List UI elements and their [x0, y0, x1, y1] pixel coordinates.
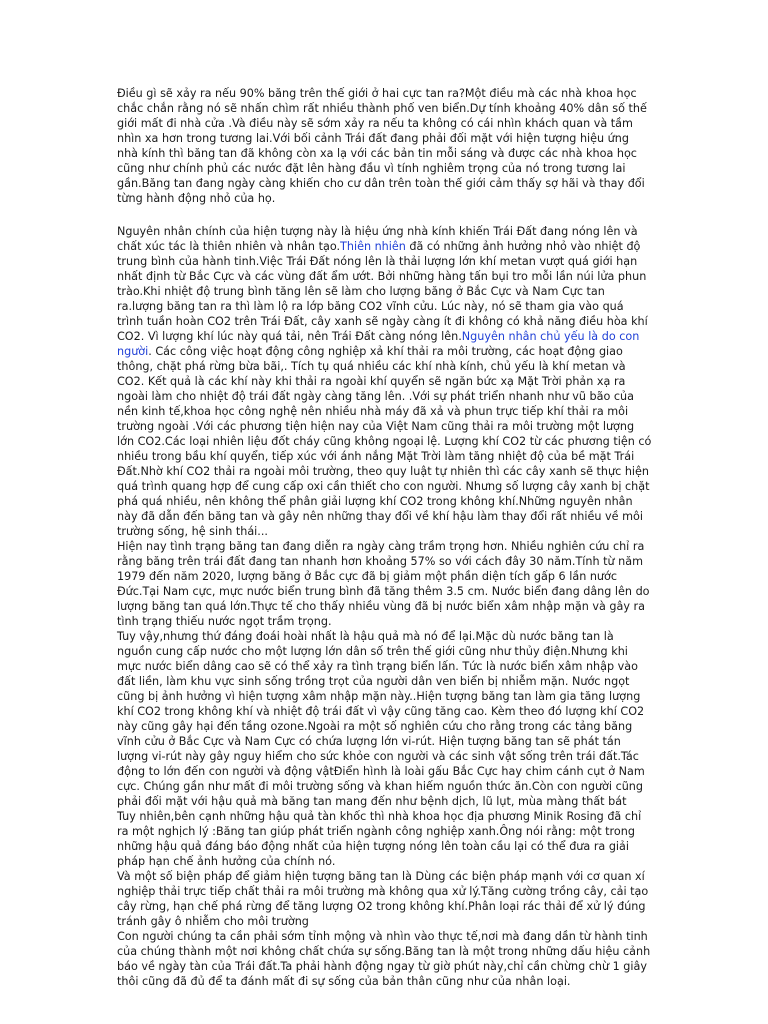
causes-text-2: đã có những ảnh hưởng nhỏ vào nhiệt độ trung bình của hành tinh.Việc Trái Đất nóng lên là thải lượng lớn khí metan vượt quá giới hạn nhất định từ Bắc Cực và các vùng đất ẩm ướt. Bởi những hàng tấn bụi tro mỗi lần núi lửa phun trào.Khi nhiệt độ trung bình tăng lên sẽ làm cho lượng băng ở Bắc Cực và Nam Cực tan ra.lượng băng tan ra thì làm lộ ra lớp băng CO2 vĩnh cửu. Lúc này, nó sẽ tham gia vào quá trình tuần hoàn CO2 trên Trái Đất, cây xanh sẽ ngày càng ít đi không có khả năng điều hòa khí CO2. Vì lượng khí lúc này quá tải, nên Trái Đất càng nóng lên.	[117, 240, 648, 343]
paragraph-causes	[117, 224, 652, 539]
paragraph-intro: Điều gì sẽ xảy ra nếu 90% băng trên thế giới ở hai cực tan ra?Một điều mà các nhà khoa học chắc chắn rằng nó sẽ nhấn chìm rất nhiều thành phố ven biển.Dự tính khoảng 40% dân số thế giới mất đi nhà cửa .Và điều này sẽ sớm xảy ra nếu ta không có cái nhìn khách quan và tầm nhìn xa hơn trong tương lai.Với bối cảnh Trái đất đang phải đối mặt với hiện tượng hiệu ứng nhà kính thì băng tan đã không còn xa lạ với các bản tin mỗi sáng và được các nhà khoa học cũng như chính phủ các nước đặt lên hàng đầu vì tính nghiêm trọng của nó trong tương lai gần.Băng tan đang ngày càng khiến cho cư dân trên toàn thế giới cảm thấy sợ hãi và thay đổi từng hành động nhỏ của họ.	[117, 87, 647, 205]
paragraph-gap	[117, 206, 652, 224]
link-thien-nhien[interactable]: Thiên nhiên	[340, 240, 406, 253]
paragraph-solutions: Và một số biện pháp để giảm hiện tượng băng tan là Dùng các biện pháp mạnh với cơ quan xí nghiệp thải trực tiếp chất thải ra môi trường mà không qua xử lý.Tăng cường trồng cây, cải tạo cây rừng, hạn chế phá rừng để tăng lượng O2 trong không khí.Phân loại rác thải để xử lý đúng tránh gây ô nhiễm cho môi trường	[117, 870, 649, 928]
paragraph-paradox: Tuy nhiên,bên cạnh những hậu quả tàn khốc thì nhà khoa học địa phương Minik Rosing đã chỉ ra một nghịch lý :Băng tan giúp phát triển ngành công nghiệp xanh.Ông nói rằng: một trong những hậu quả đáng báo động nhất của hiện tượng nóng lên toàn cầu lại có thể đưa ra giải pháp hạn chế ảnh hưởng của chính nó.	[117, 810, 642, 868]
paragraph-conclusion: Con người chúng ta cần phải sớm tỉnh mộng và nhìn vào thực tế,nơi mà đang dần từ hành tinh của chúng thành một nơi không chất chứa sự sống.Băng tan là một trong những dấu hiệu cảnh báo về ngày tàn của Trái đất.Ta phải hành động ngay từ giờ phút này,chỉ cần chừng chừ 1 giây thôi cũng đã đủ để ta đánh mất đi sự sống của bản thân cũng như của nhân loại.	[117, 930, 651, 988]
link-nguyen-nhan-con-nguoi[interactable]: Nguyên nhân chủ yếu là do con người	[117, 330, 640, 358]
causes-text-3: . Các công việc hoạt động công nghiệp xả khí thải ra môi trường, các hoạt động giao thông, chặt phá rừng bừa bãi,. Tích tụ quá nhiều các khí nhà kính, chủ yếu là khí metan và CO2. Kết quả là các khí này khi thải ra ngoài khí quyển sẽ ngăn bức xạ Mặt Trời phản xạ ra ngoài làm cho nhiệt độ trái đất ngày càng tăng lên. .Với sự phát triển nhanh như vũ bão của nền kinh tế,khoa học công nghệ nên nhiều nhà máy đã xả và phun trực tiếp khí thải ra môi trường ngoài .Với các phương tiện hiện nay của Việt Nam cũng thải ra môi trường một lượng lớn CO2.Các loại nhiên liệu đốt cháy cũng không ngoại lệ. Lượng khí CO2 từ các phương tiện có nhiều trong bầu khí quyển, tiếp xúc với ánh nắng Mặt Trời làm tăng nhiệt độ của bề mặt Trái Đất.Nhờ khí CO2 thải ra ngoài môi trường, theo quy luật tự nhiên thì các cây xanh sẽ thực hiện quá trình quang hợp để cung cấp oxi cần thiết cho con người. Nhưng số lượng cây xanh bị chặt phá quá nhiều, nên không thể phân giải lượng khí CO2 trong không khí.Những nguyên nhân này đã dẫn đến băng tan và gây nên những thay đổi về khí hậu làm thay đổi rất nhiều về môi trường sống, hệ sinh thái...	[117, 345, 652, 538]
causes-text-1: Nguyên nhân chính của hiện tượng này là hiệu ứng nhà kính khiến Trái Đất đang nóng lên và chất xúc tác là thiên nhiên và nhân tạo.	[117, 225, 638, 253]
document-body	[117, 86, 652, 989]
paragraph-consequences: Tuy vậy,nhưng thứ đáng đoái hoài nhất là hậu quả mà nó để lại.Mặc dù nước băng tan là nguồn cung cấp nước cho một lượng lớn dân số trên thế giới cũng như thủy điện.Nhưng khi mực nước biển dâng cao sẽ có thể xảy ra tình trạng biển lấn. Tức là nước biển xâm nhập vào đất liền, làm khu vực sinh sống trồng trọt của người dân ven biển bị nhiễm mặn. Nước ngọt cũng bị ảnh hưởng vì hiện tượng xâm nhập mặn này..Hiện tượng băng tan làm gia tăng lượng khí CO2 trong không khí và nhiệt độ trái đất vì vậy cũng tăng cao. Kèm theo đó lượng khí CO2 này cũng gây hại đến tầng ozone.Ngoài ra một số nghiên cứu cho rằng trong các tảng băng vĩnh cửu ở Bắc Cực và Nam Cực có chứa lượng lớn vi-rút. Hiện tượng băng tan sẽ phát tán lượng vi-rút này gây nguy hiểm cho sức khỏe con người và các sinh vật sống trên trái đất.Tác động to lớn đến con người và động vậtĐiển hình là loài gấu Bắc Cực hay chim cánh cụt ở Nam cực. Chúng gần như mất đi môi trường sống và khan hiếm nguồn thức ăn.Còn con người cũng phải đối mặt với hậu quả mà băng tan mang đến như bệnh dịch, lũ lụt, mùa màng thất bát	[117, 630, 645, 808]
paragraph-current-state: Hiện nay tình trạng băng tan đang diễn ra ngày càng trầm trọng hơn. Nhiều nghiên cứu chỉ ra rằng băng trên trái đất đang tan nhanh hơn khoảng 57% so với cách đây 30 năm.Tính từ năm 1979 đến năm 2020, lượng băng ở Bắc cực đã bị giảm một phần diện tích gấp 6 lần nước Đức.Tại Nam cực, mực nước biển trung bình đã tăng thêm 3.5 cm. Nước biển đang dâng lên do lượng băng tan quá lớn.Thực tế cho thấy nhiều vùng đã bị nước biển xâm nhập mặn và gây ra tình trạng thiếu nước ngọt trầm trọng.	[117, 540, 650, 628]
